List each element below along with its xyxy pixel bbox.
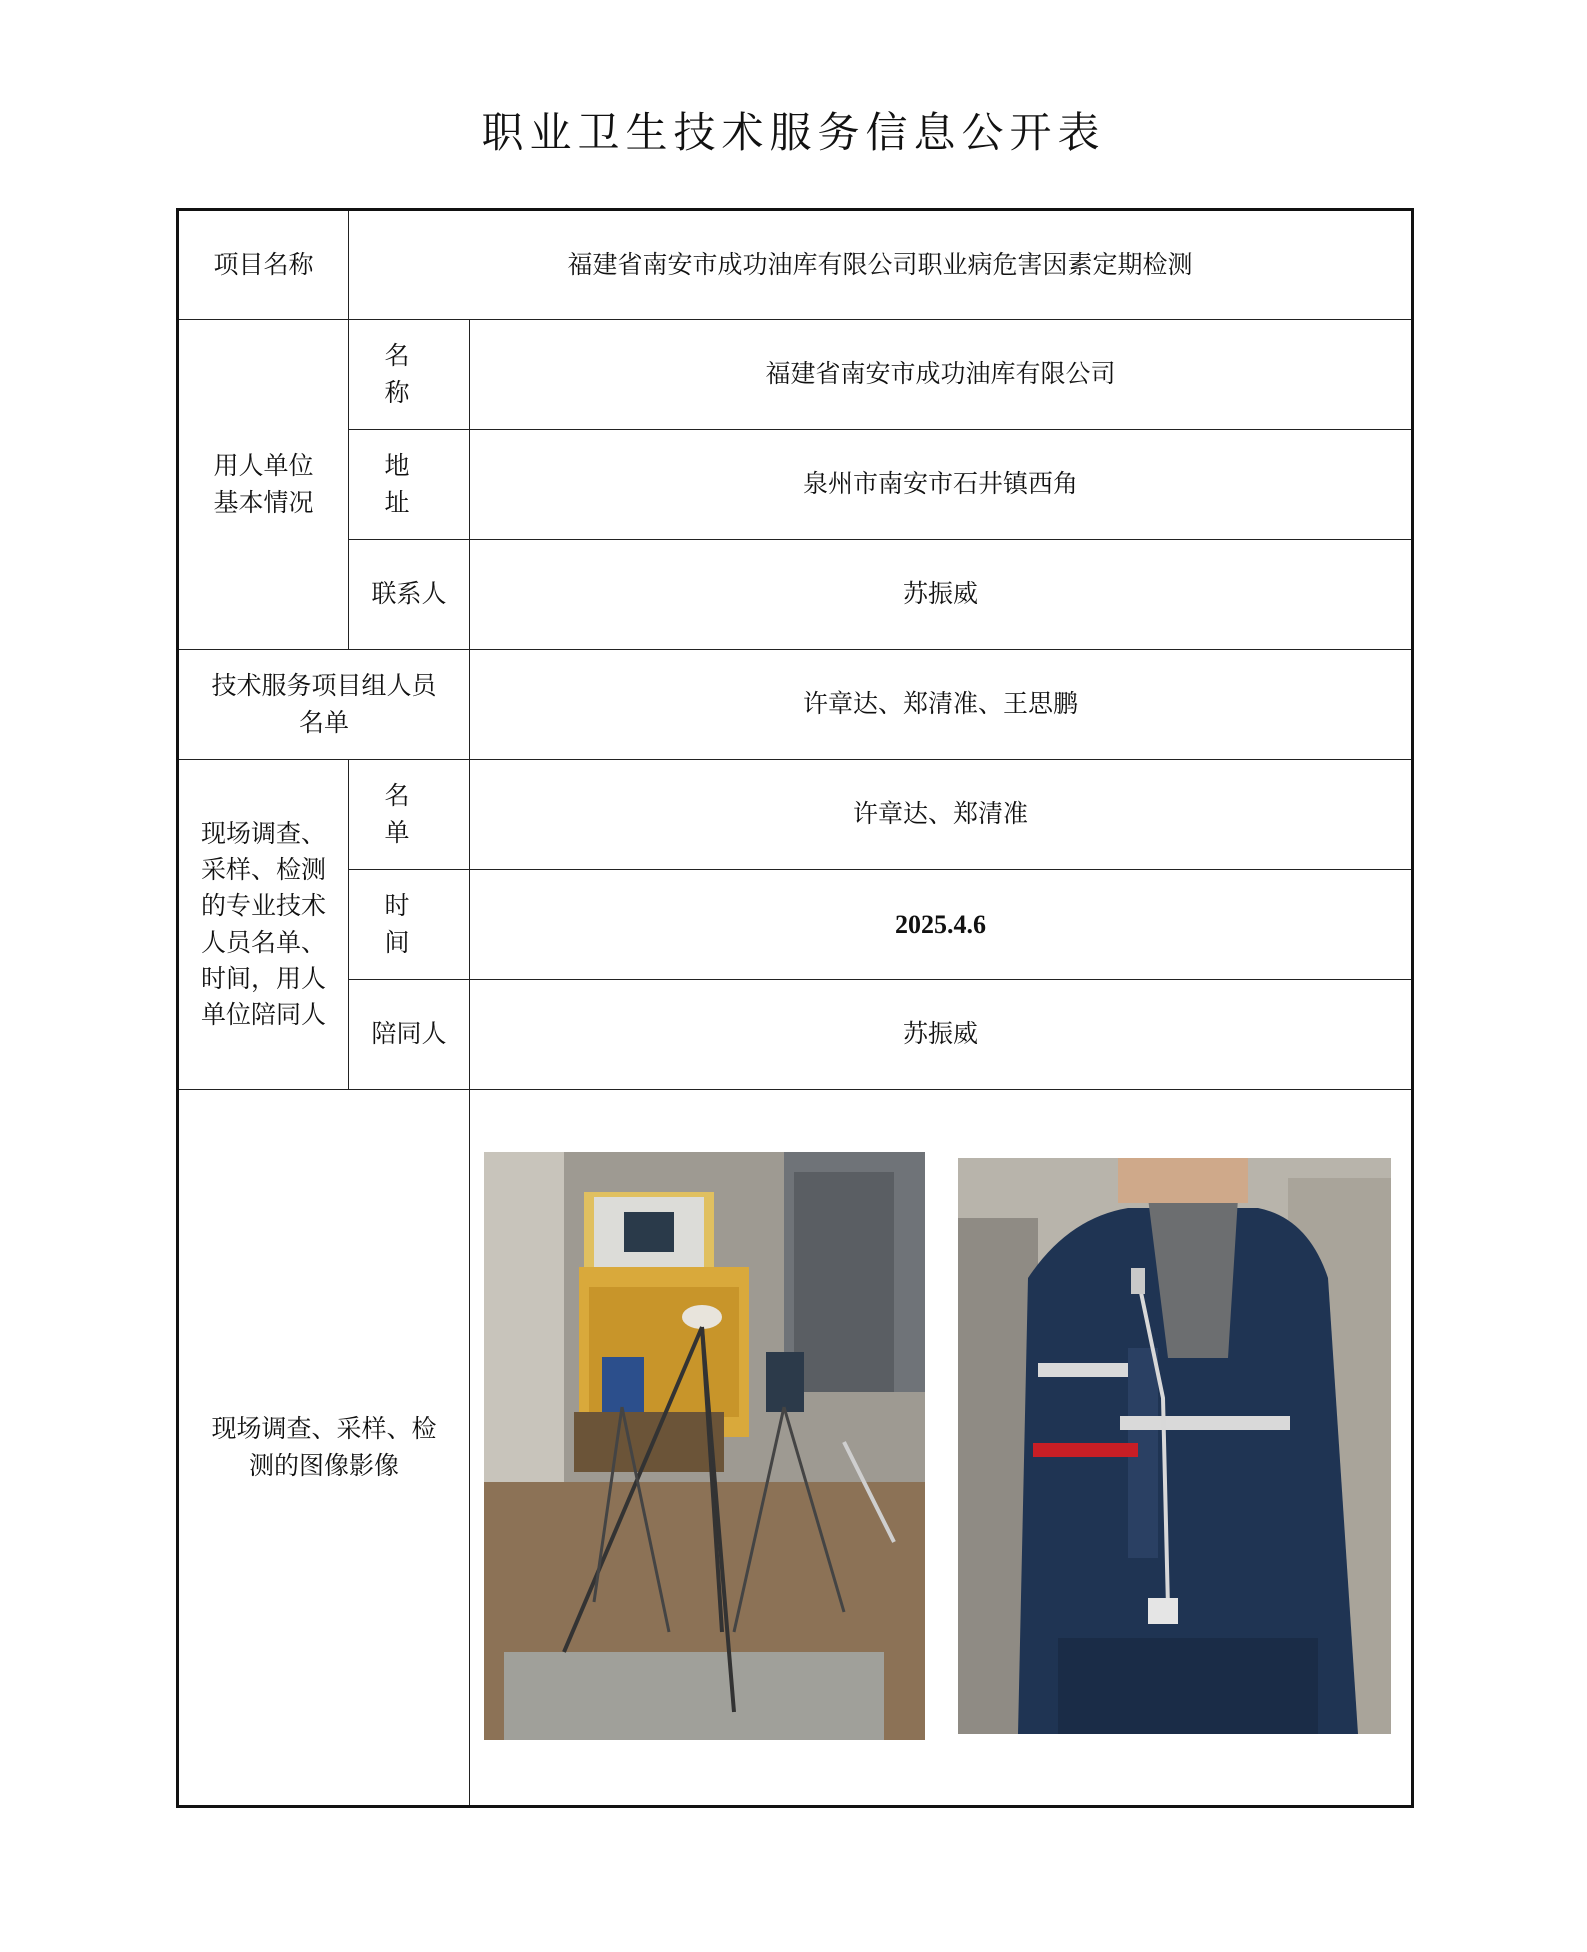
team-label (178, 650, 470, 760)
images-cell (470, 1090, 1413, 1807)
team-value: 许章达、郑清准、王思鹏 (470, 650, 1413, 760)
employer-address-row (178, 430, 1413, 540)
personal-sampler-illustration (958, 1158, 1391, 1734)
site-time-value: 2025.4.6 (470, 870, 1413, 980)
employer-label-line2: 基本情况 (213, 487, 314, 517)
employer-name-row (178, 320, 1413, 430)
project-label: 项目名称 (178, 210, 349, 320)
employer-address-value: 泉州市南安市石井镇西角 (470, 430, 1413, 540)
images-label (178, 1090, 470, 1807)
images-row (178, 1090, 1413, 1807)
site-label-line: 单位陪同人 (200, 1000, 326, 1029)
team-label-line2: 名单 (298, 707, 349, 737)
site-escort-value: 苏振威 (470, 980, 1413, 1090)
employer-contact-row (178, 540, 1413, 650)
team-label-line1: 技术服务项目组人员 (211, 671, 437, 701)
employer-address-label: 地 址 (349, 430, 470, 540)
site-label-line: 采样、检测 (200, 855, 326, 884)
team-row (178, 650, 1413, 760)
photo-container (470, 1090, 1411, 1805)
images-label-line1: 现场调查、采样、检 (211, 1414, 437, 1444)
employer-label-line1: 用人单位 (213, 451, 314, 481)
site-names-label: 名 单 (349, 760, 470, 870)
site-escort-row (178, 980, 1413, 1090)
site-label (178, 760, 349, 1090)
site-escort-label: 陪同人 (349, 980, 470, 1090)
site-time-row (178, 870, 1413, 980)
project-value: 福建省南安市成功油库有限公司职业病危害因素定期检测 (349, 210, 1413, 320)
personal-sampler-photo (958, 1158, 1391, 1734)
site-names-value: 许章达、郑清准 (470, 760, 1413, 870)
page-title: 职业卫生技术服务信息公开表 (481, 108, 1106, 157)
employer-contact-value: 苏振威 (470, 540, 1413, 650)
images-label-line2: 测的图像影像 (248, 1450, 399, 1480)
employer-name-label: 名 称 (349, 320, 470, 430)
sampling-equipment-illustration (484, 1152, 925, 1740)
site-names-row (178, 760, 1413, 870)
employer-contact-label: 联系人 (349, 540, 470, 650)
project-row (178, 210, 1413, 320)
site-time-label: 时 间 (349, 870, 470, 980)
site-label-line: 人员名单、 (200, 927, 326, 957)
site-label-line: 现场调查、 (200, 818, 326, 848)
employer-label (178, 320, 349, 650)
info-table (176, 208, 1414, 1808)
site-label-line: 的专业技术 (200, 891, 326, 921)
employer-name-value: 福建省南安市成功油库有限公司 (470, 320, 1413, 430)
sampling-equipment-photo (484, 1152, 925, 1740)
site-label-line: 时间，用人 (200, 963, 326, 993)
